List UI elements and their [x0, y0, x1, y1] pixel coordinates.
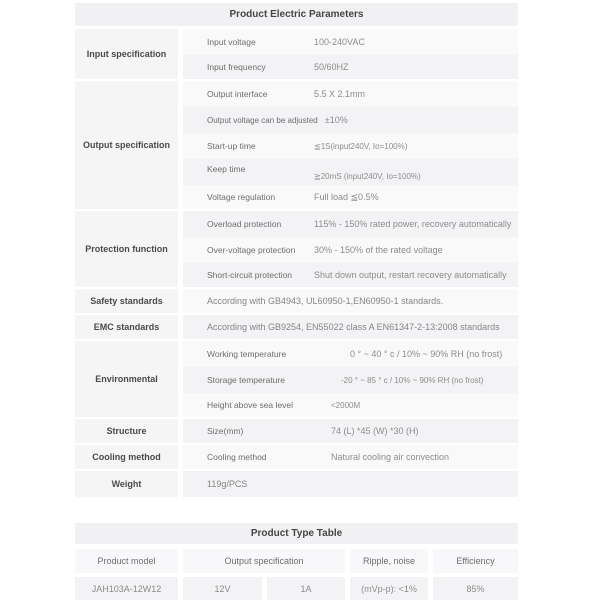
spec-value: ≦1S(input240V, Io=100%) [314, 141, 408, 151]
spec-value: 119g/PCS [207, 479, 248, 489]
row-weight [183, 471, 518, 497]
row-emc-standards [183, 315, 518, 341]
row-working-temperature [183, 341, 518, 367]
header-efficiency: Efficiency [433, 549, 518, 573]
row-size [183, 419, 518, 445]
group-protection-function [75, 211, 518, 289]
spec-label: Input frequency [207, 62, 266, 72]
category-environmental: Environmental [75, 341, 178, 419]
spec-label: Output interface [207, 89, 268, 99]
row-overvoltage-protection [183, 237, 518, 263]
row-voltage-regulation [183, 185, 518, 211]
header-output-specification: Output specification [183, 549, 345, 573]
row-output-voltage-adjust [183, 107, 518, 133]
header-ripple-noise: Ripple, noise [350, 549, 428, 573]
spec-label: Keep time [207, 164, 246, 174]
type-table-header-row [75, 549, 518, 573]
spec-label: Cooling method [207, 452, 267, 462]
spec-label: Storage temperature [207, 375, 285, 385]
electric-parameters-table [75, 3, 518, 497]
group-input-specification [75, 29, 518, 81]
group-emc-standards [75, 315, 518, 341]
spec-value: 0 ° ~ 40 ° c / 10% ~ 90% RH (no frost) [350, 349, 503, 359]
spec-value: -20 ° ~ 85 ° c / 10% ~ 90% RH (no frost) [341, 375, 484, 385]
row-overload-protection [183, 211, 518, 237]
spec-value: According with GB9254, EN55022 class A EN61347-2-13:2008 standards [207, 322, 500, 332]
row-input-frequency [183, 55, 518, 81]
spec-value: ±10% [324, 115, 348, 125]
cell-output-voltage: 12V [183, 577, 262, 600]
category-weight: Weight [75, 471, 178, 497]
product-type-table [75, 523, 518, 600]
cell-output-current: 1A [267, 577, 345, 600]
group-safety-standards [75, 289, 518, 315]
group-output-specification [75, 81, 518, 211]
spec-value: According with GB4943, UL60950-1,EN60950-1 standards. [207, 296, 444, 306]
spec-value: 30% - 150% of the rated voltage [314, 245, 443, 255]
spec-label: Output voltage can be adjusted [207, 115, 318, 125]
spec-label: Working temperature [207, 349, 287, 359]
row-output-interface [183, 81, 518, 107]
row-safety-standards [183, 289, 518, 315]
electric-table-title: Product Electric Parameters [75, 3, 518, 26]
category-structure: Structure [75, 419, 178, 445]
spec-value: Natural cooling air convection [331, 452, 450, 462]
spec-value: 50/60HZ [314, 62, 349, 72]
category-protection-function: Protection function [75, 211, 178, 289]
spec-value: Full load ≦0.5% [314, 191, 379, 202]
cell-product-model: JAH103A-12W12 [75, 577, 178, 600]
spec-value: <2000M [331, 400, 361, 410]
spec-label: Input voltage [207, 37, 256, 47]
spec-label: Over-voltage protection [207, 245, 296, 255]
spec-label: Start-up time [207, 141, 256, 151]
type-table-data-row [75, 577, 518, 600]
category-emc-standards: EMC standards [75, 315, 178, 341]
cell-efficiency: 85% [433, 577, 518, 600]
spec-label: Size(mm) [207, 426, 244, 436]
category-safety-standards: Safety standards [75, 289, 178, 315]
group-environmental [75, 341, 518, 419]
category-input-specification: Input specification [75, 29, 178, 81]
category-output-specification: Output specification [75, 81, 178, 211]
spec-value: 74 (L) *45 (W) *30 (H) [331, 426, 419, 436]
row-short-circuit-protection [183, 263, 518, 289]
spec-value: Shut down output, restart recovery automatically [314, 270, 507, 280]
row-storage-temperature [183, 367, 518, 393]
type-table-title: Product Type Table [75, 523, 518, 544]
group-cooling-method [75, 445, 518, 471]
spec-value: ≧20mS (input240V, Io=100%) [314, 172, 421, 181]
cell-ripple-noise: (mVp-p): <1% [350, 577, 428, 600]
spec-label: Voltage regulation [207, 192, 276, 202]
row-cooling-method [183, 445, 518, 471]
header-product-model: Product model [75, 549, 178, 573]
row-height-above-sea-level [183, 393, 518, 419]
spec-value: 5.5 X 2.1mm [314, 89, 366, 99]
spec-label: Short-circuit protection [207, 270, 293, 280]
row-keep-time [183, 159, 518, 185]
row-startup-time [183, 133, 518, 159]
row-input-voltage [183, 29, 518, 55]
group-structure [75, 419, 518, 445]
spec-label: Height above sea level [207, 400, 294, 410]
category-cooling-method: Cooling method [75, 445, 178, 471]
group-weight [75, 471, 518, 497]
spec-value: 115% - 150% rated power, recovery automatically [314, 219, 512, 229]
spec-value: 100-240VAC [314, 37, 365, 47]
spec-label: Overload protection [207, 219, 282, 229]
